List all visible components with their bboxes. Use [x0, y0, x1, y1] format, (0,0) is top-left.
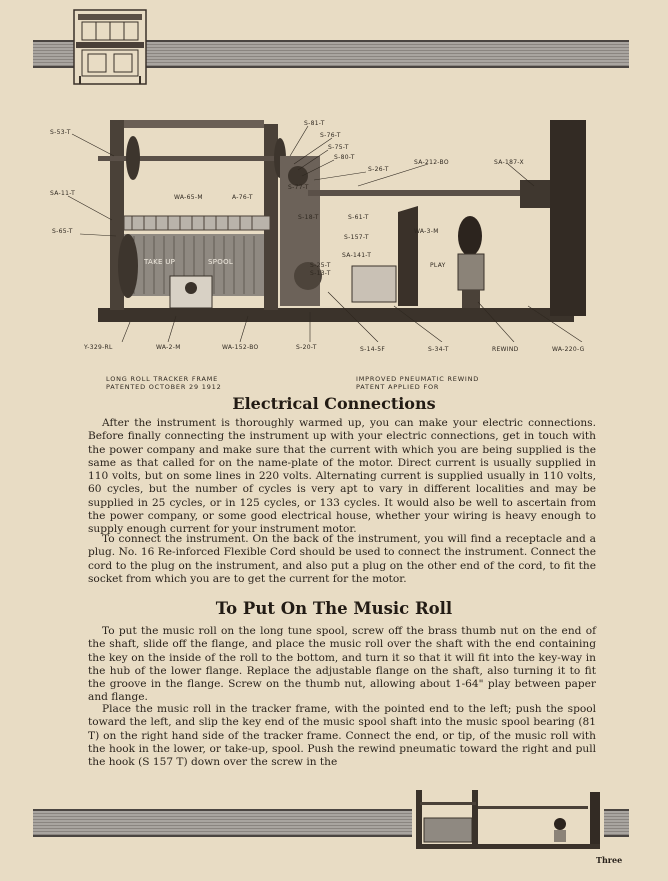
page-number: Three	[596, 855, 623, 865]
label-rewind: REWIND	[492, 346, 519, 353]
label-sa212bo: SA-212-BO	[414, 159, 449, 166]
mechanism-vignette-icon	[410, 784, 606, 852]
paragraph-electrical-2: To connect the instrument. On the back of the instrument, you will find a receptacle and a plug. No. 16 Re-inforced Flexible Cord should be used to connect the instrument. Connect the cord to the plug on the instrument, and also put a plug on the other end of the cord, to fit the socket from which you are to get the current for the motor.	[88, 533, 596, 585]
label-s26t: S-26-T	[368, 166, 389, 173]
paragraph-music-roll-2: Place the music roll in the tracker frame, with the pointed end to the left; push the spool toward the left, and slip the key end of the music spool shaft into the music spool bearing (81 T) on the right hand side of the tracker frame. Connect the end, or tip, of the music roll with the hook in the lower, or take-up, spool. Push the rewind pneumatic toward the right and pull the hook (S 157 T) down over the screw in the	[88, 703, 596, 769]
label-s25t: S-25-T	[310, 262, 331, 269]
label-s65t: S-65-T	[52, 228, 73, 235]
label-s77t: S-77-T	[288, 184, 309, 191]
label-y329rl: Y-329-RL	[84, 344, 113, 351]
heading-electrical-connections: Electrical Connections	[232, 394, 436, 413]
label-sa11t: SA-11-T	[50, 190, 76, 197]
label-s75t: S-75-T	[328, 144, 349, 151]
label-wa2m: WA-2-M	[156, 344, 181, 351]
label-wa220g: WA-220-G	[552, 346, 585, 353]
paragraph-electrical-1: After the instrument is thoroughly warmed up, you can make your electric connections. Before finally connecting the instrument up with your electric connections, get in touch with the power company and make sure that the current with which you are being supplied is the same as that called for on the name-plate of the motor. Direct current is usually supplied in 110 volts, but on some lines in 220 volts. Alternating current is supplied usually in 110 volts, 60 cycles, but the number of cycles is very apt to vary in different localities and may be supplied in 25 cycles, or in 125 cycles, or 133 cycles. It would also be well to ascertain from the power company, or some good electrical house, whether your wiring is heavy enough to supply enough current for your instrument motor.	[88, 417, 596, 536]
label-s20t: S-20-T	[296, 344, 317, 351]
paragraph-music-roll-1: To put the music roll on the long tune spool, screw off the brass thumb nut on the end of the shaft, slide off the flange, and place the music roll over the shaft with the end containing the key on the inside of the roll to the bottom, and turn it so that it will fit into the key-way in the hub of the lower flange. Replace the adjustable flange on the shaft, also turning it to fit the groove in the flange. Screw on the thumb nut, allowing about 1-64" play between paper and flange.	[88, 625, 596, 704]
label-s13t: S-13-T	[310, 270, 331, 277]
label-take-up: TAKE UP	[144, 258, 176, 266]
tracker-frame-figure	[50, 116, 604, 353]
label-s80t: S-80-T	[334, 154, 355, 161]
piano-vignette-icon	[70, 6, 150, 88]
label-spool: SPOOL	[208, 258, 234, 266]
label-wa65m: WA-65-M	[174, 194, 203, 201]
label-a76t: A-76-T	[232, 194, 253, 201]
caption-pneumatic-rewind: IMPROVED PNEUMATIC REWIND PATENT APPLIED FOR	[356, 375, 480, 391]
label-s157t: S-157-T	[344, 234, 369, 241]
label-play: PLAY	[430, 262, 446, 269]
label-s18t: S-18-T	[298, 214, 319, 221]
caption-tracker-frame: LONG ROLL TRACKER FRAME PATENTED OCTOBER 29 1912	[106, 375, 222, 391]
label-wa3m: WA-3-M	[414, 228, 439, 235]
label-s53t: S-53-T	[50, 129, 71, 136]
label-s76t: S-76-T	[320, 132, 341, 139]
label-s81t: S-81-T	[304, 120, 325, 127]
label-s34t: S-34-T	[428, 346, 449, 353]
label-s145f: S-14-5F	[360, 346, 386, 353]
label-wa152bo: WA-152-BO	[222, 344, 259, 351]
heading-music-roll: To Put On The Music Roll	[215, 599, 453, 618]
label-sa187x: SA-187-X	[494, 159, 524, 166]
label-sa141t: SA-141-T	[342, 252, 372, 259]
label-s61t: S-61-T	[348, 214, 369, 221]
